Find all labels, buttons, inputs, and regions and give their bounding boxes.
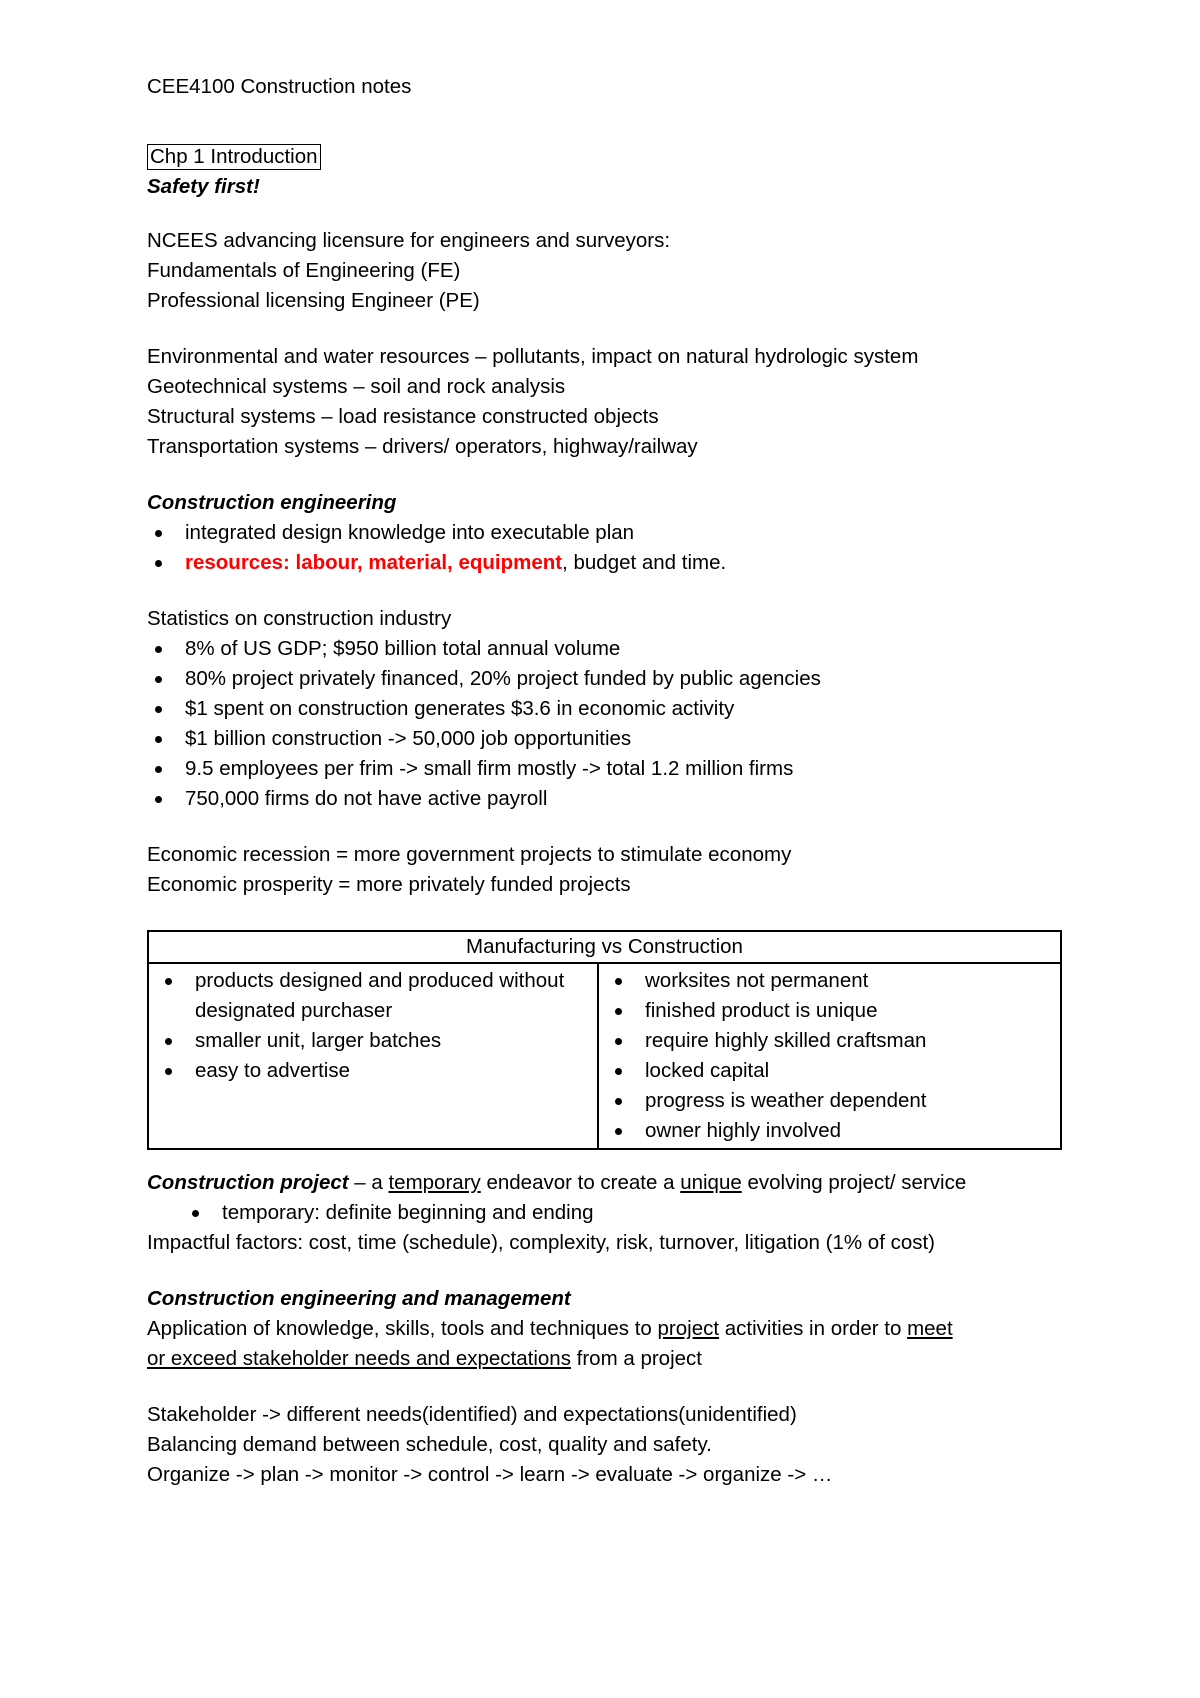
list-item: $1 spent on construction generates $3.6 in economic activity [147,694,1067,724]
statistics-list [147,634,1067,814]
closing-line: Stakeholder -> different needs(identified) and expectations(unidentified) [147,1403,797,1426]
list-item: require highly skilled craftsman [607,1026,1060,1056]
closing-line: Balancing demand between schedule, cost, quality and safety. [147,1433,712,1456]
impactful-factors: Impactful factors: cost, time (schedule), complexity, risk, turnover, litigation (1% of cost) [147,1231,936,1254]
list-item: temporary: definite beginning and ending [184,1198,1067,1228]
table-header: Manufacturing vs Construction [148,931,1061,963]
statistics-heading: Statistics on construction industry [147,607,452,630]
chapter-heading: Chp 1 Introduction [147,144,321,170]
discipline-line: Environmental and water resources – pollutants, impact on natural hydrologic system [147,345,919,368]
cem-line: or exceed stakeholder needs and expectations from a project [147,1347,702,1370]
construction-project-definition: Construction project – a temporary endeavor to create a unique evolving project/ service [147,1171,967,1194]
cem-line: Application of knowledge, skills, tools and techniques to project activities in order to meet [147,1317,953,1340]
construction-project-list [147,1198,1067,1228]
list-item: products designed and produced without designated purchaser [157,966,597,1026]
comparison-table [147,930,1062,1150]
document-body [147,72,1067,1490]
ncees-line: Fundamentals of Engineering (FE) [147,259,461,282]
construction-engineering-list [147,518,1067,578]
list-item: worksites not permanent [607,966,1060,996]
discipline-line: Transportation systems – drivers/ operators, highway/railway [147,435,698,458]
manufacturing-cell [148,963,598,1149]
discipline-line: Geotechnical systems – soil and rock analysis [147,375,566,398]
list-item: 750,000 firms do not have active payroll [147,784,1067,814]
ncees-line: Professional licensing Engineer (PE) [147,289,480,312]
list-item: smaller unit, larger batches [157,1026,597,1056]
discipline-line: Structural systems – load resistance constructed objects [147,405,659,428]
list-item: 8% of US GDP; $950 billion total annual volume [147,634,1067,664]
list-item: $1 billion construction -> 50,000 job opportunities [147,724,1067,754]
list-item: resources: labour, material, equipment, budget and time. [147,548,1067,578]
construction-engineering-heading: Construction engineering [147,491,397,514]
safety-note: Safety first! [147,175,260,198]
closing-line: Organize -> plan -> monitor -> control -> learn -> evaluate -> organize -> … [147,1463,833,1486]
resources-highlight: resources: labour, material, equipment [185,551,563,574]
document-title: CEE4100 Construction notes [147,75,412,98]
list-item: integrated design knowledge into executable plan [147,518,1067,548]
construction-cell [598,963,1061,1149]
list-item: easy to advertise [157,1056,597,1086]
list-item: owner highly involved [607,1116,1060,1146]
list-item: finished product is unique [607,996,1060,1026]
list-item: progress is weather dependent [607,1086,1060,1116]
list-item: 9.5 employees per frim -> small firm mostly -> total 1.2 million firms [147,754,1067,784]
list-item: 80% project privately financed, 20% project funded by public agencies [147,664,1067,694]
cem-heading: Construction engineering and management [147,1287,571,1310]
economy-line: Economic recession = more government projects to stimulate economy [147,843,792,866]
list-item: locked capital [607,1056,1060,1086]
ncees-intro: NCEES advancing licensure for engineers and surveyors: [147,229,671,252]
economy-line: Economic prosperity = more privately funded projects [147,873,631,896]
